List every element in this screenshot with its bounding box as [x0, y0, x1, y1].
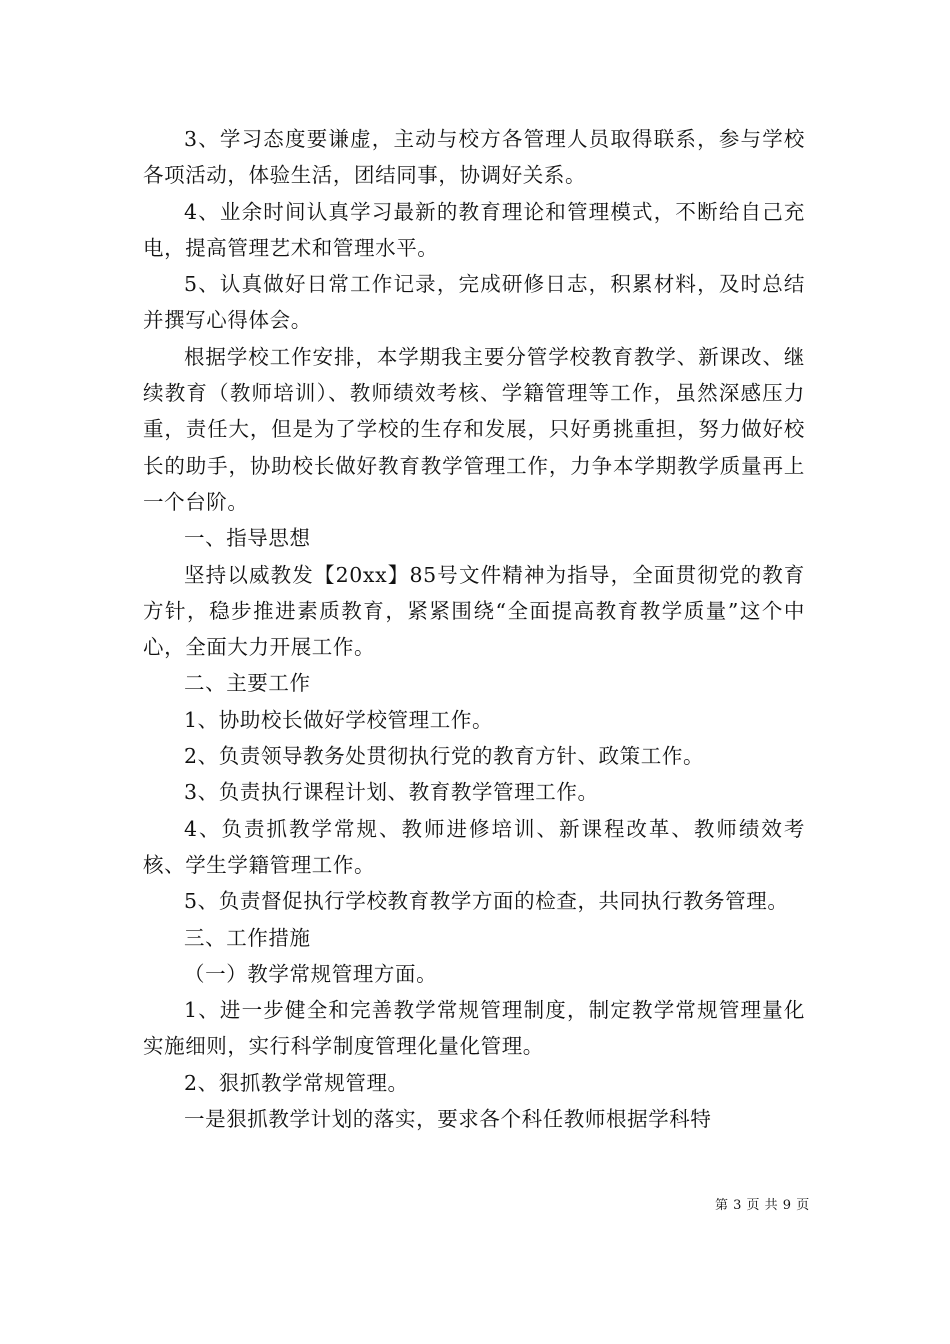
main-work-item-5: 5、负责督促执行学校教育教学方面的检查，共同执行教务管理。 — [184, 889, 789, 914]
document-body — [143, 121, 805, 1137]
paragraph-work-arrangement: 根据学校工作安排，本学期我主要分管学校教育教学、新课改、继续教育（教师培训）、教师绩效考核、学籍管理等工作，虽然深感压力重，责任大，但是为了学校的生存和发展，只好勇挑重担，努力做好校长的助手，协助校长做好教育教学管理工作，力争本学期教学质量再上一个台阶。 — [143, 344, 805, 514]
measure-item-1: 1、进一步健全和完善教学常规管理制度，制定教学常规管理量化实施细则，实行科学制度管理化量化管理。 — [143, 998, 805, 1059]
subsection-heading-teaching-routine: （一）教学常规管理方面。 — [184, 961, 438, 986]
main-work-item-2: 2、负责领导教务处贯彻执行党的教育方针、政策工作。 — [184, 744, 705, 769]
paragraph-item-3: 3、学习态度要谦虚，主动与校方各管理人员取得联系，参与学校各项活动，体验生活，团结同事，协调好关系。 — [143, 127, 805, 188]
main-work-item-3: 3、负责执行课程计划、教育教学管理工作。 — [184, 780, 599, 805]
section-heading-work-measures: 三、工作措施 — [184, 925, 311, 950]
main-work-item-1: 1、协助校长做好学校管理工作。 — [184, 707, 494, 732]
measure-item-2: 2、狠抓教学常规管理。 — [184, 1070, 409, 1095]
paragraph-item-5: 5、认真做好日常工作记录，完成研修日志，积累材料，及时总结并撰写心得体会。 — [143, 272, 805, 333]
page-number-footer: 第 3 页 共 9 页 — [715, 1198, 810, 1213]
paragraph-guiding-ideology: 坚持以威教发【20xx】85号文件精神为指导，全面贯彻党的教育方针，稳步推进素质教育，紧紧围绕“全面提高教育教学质量”这个中心，全面大力开展工作。 — [143, 562, 805, 660]
section-heading-main-work: 二、主要工作 — [184, 671, 311, 696]
main-work-item-4: 4、负责抓教学常规、教师进修培训、新课程改革、教师绩效考核、学生学籍管理工作。 — [143, 816, 805, 877]
section-heading-guiding-ideology: 一、指导思想 — [184, 526, 311, 551]
measure-detail-first: 一是狠抓教学计划的落实，要求各个科任教师根据学科特 — [184, 1107, 712, 1132]
paragraph-item-4: 4、业余时间认真学习最新的教育理论和管理模式，不断给自己充电，提高管理艺术和管理水平。 — [143, 199, 805, 260]
